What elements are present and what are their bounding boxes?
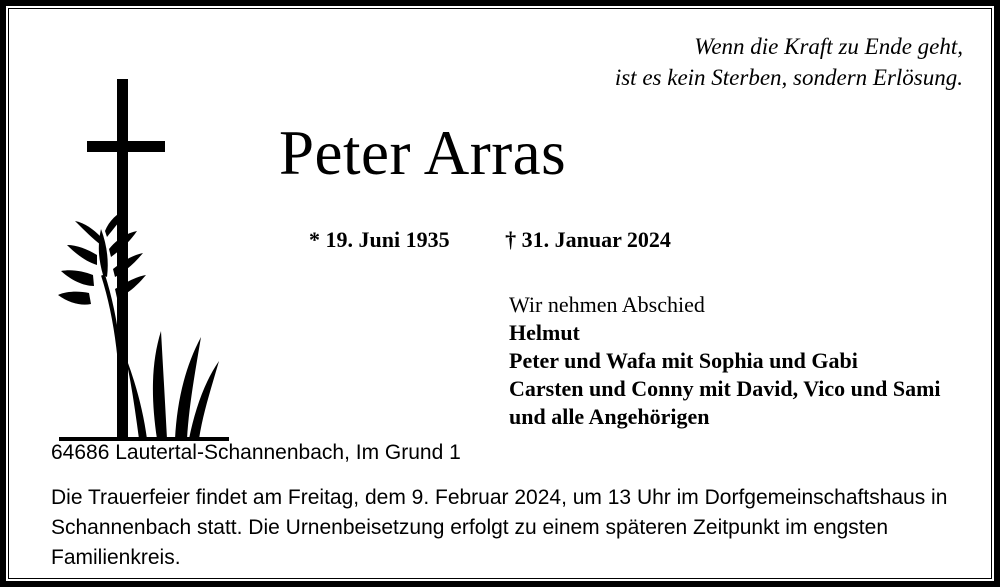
deceased-name: Peter Arras [279, 118, 567, 188]
mourner-line: und alle Angehörigen [509, 404, 710, 429]
cross-with-wheat-and-reeds-icon [39, 79, 239, 449]
mourner-line: Peter und Wafa mit Sophia und Gabi [509, 348, 858, 373]
life-dates [309, 227, 671, 253]
address: 64686 Lautertal-Schannenbach, Im Grund 1 [51, 441, 461, 464]
mourner-line: Carsten und Conny mit David, Vico und Sami [509, 376, 941, 401]
epitaph-line-1: Wenn die Kraft zu Ende geht, [694, 34, 963, 59]
epitaph-line-2: ist es kein Sterben, sondern Erlösung. [614, 65, 963, 90]
notice-content [9, 9, 991, 578]
birth-date: * 19. Juni 1935 [309, 227, 450, 252]
mourners-block [509, 291, 941, 431]
mourners-lead: Wir nehmen Abschied [509, 292, 705, 317]
mourner-line: Helmut [509, 320, 580, 345]
epitaph [615, 31, 963, 93]
ceremony-details: Die Trauerfeier findet am Freitag, dem 9. Februar 2024, um 13 Uhr im Dorfgemeinschaftshaus in Schannenbach statt. Die Urnenbeisetzung erfolgt zu einem späteren Zeitpunkt im engsten Familienkreis. [51, 486, 948, 569]
death-date: † 31. Januar 2024 [505, 227, 671, 252]
